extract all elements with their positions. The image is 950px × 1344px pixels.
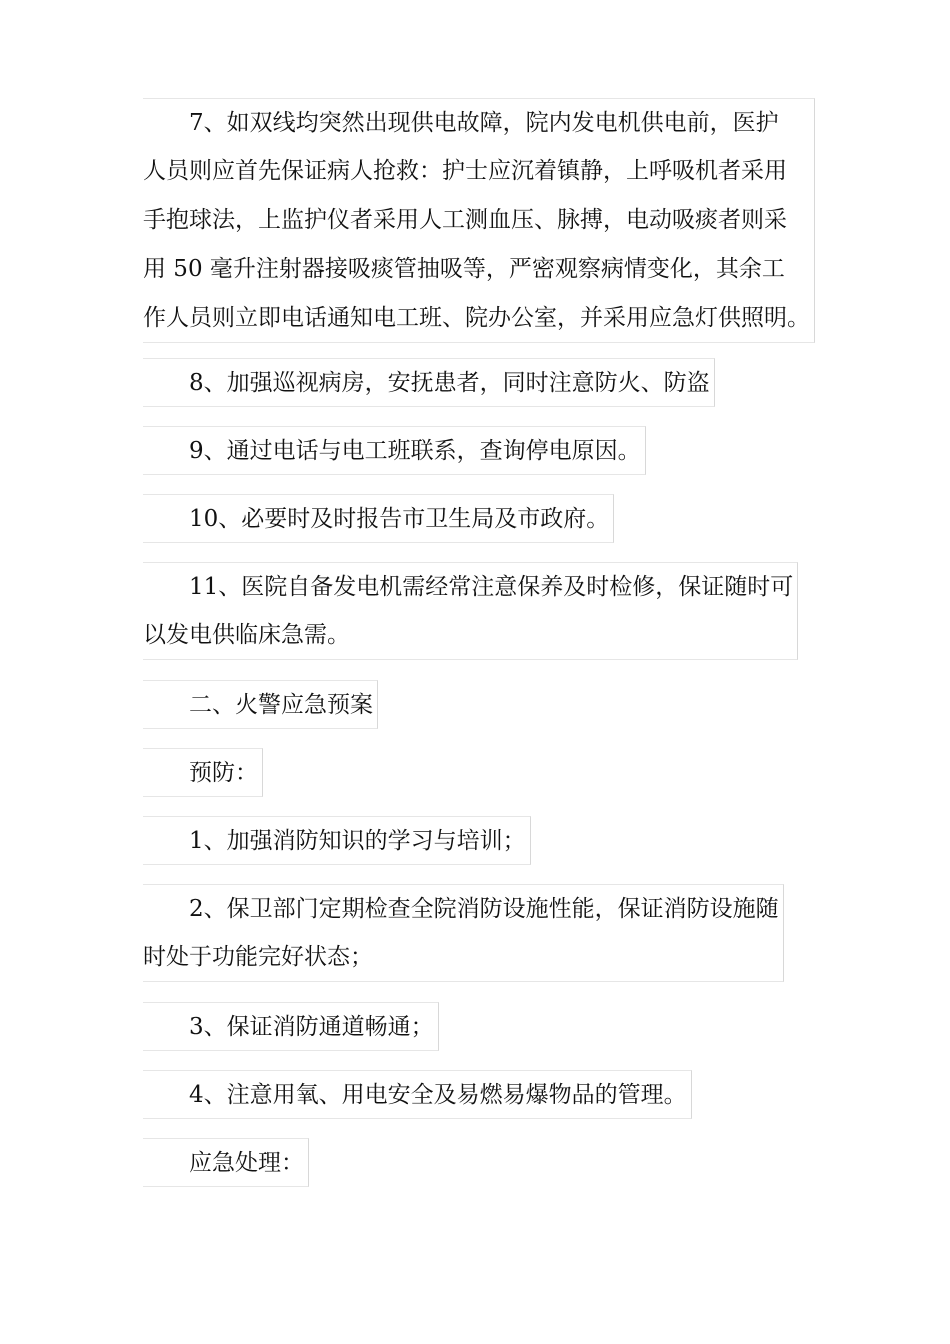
text-line: 人员则应首先保证病人抢救：护士应沉着镇静，上呼吸机者采用 bbox=[143, 147, 815, 196]
text-line: 3、保证消防通道畅通； bbox=[143, 1002, 439, 1051]
text-line: 4、注意用氧、用电安全及易燃易爆物品的管理。 bbox=[143, 1070, 692, 1119]
text-line: 应急处理： bbox=[143, 1138, 309, 1187]
subheading-emergency-handling bbox=[143, 1138, 309, 1187]
text-line: 时处于功能完好状态； bbox=[143, 933, 784, 982]
subheading-prevention bbox=[143, 748, 263, 797]
text-line: 7、如双线均突然出现供电故障，院内发电机供电前，医护 bbox=[143, 98, 815, 147]
paragraph-fire-item-1 bbox=[143, 816, 531, 865]
paragraph-item-9 bbox=[143, 426, 646, 475]
text-line: 手抱球法，上监护仪者采用人工测血压、脉搏，电动吸痰者则采 bbox=[143, 196, 815, 245]
paragraph-item-10 bbox=[143, 494, 614, 543]
paragraph-item-8 bbox=[143, 358, 715, 407]
text-line: 用 50 毫升注射器接吸痰管抽吸等，严密观察病情变化，其余工 bbox=[143, 245, 815, 294]
text-line: 作人员则立即电话通知电工班、院办公室，并采用应急灯供照明。 bbox=[143, 294, 815, 343]
text-line: 二、火警应急预案 bbox=[143, 680, 378, 729]
paragraph-power-failure-7 bbox=[143, 98, 815, 343]
text-line: 11、医院自备发电机需经常注意保养及时检修，保证随时可 bbox=[143, 562, 798, 611]
paragraph-fire-item-4 bbox=[143, 1070, 692, 1119]
paragraph-item-11 bbox=[143, 562, 798, 660]
text-line: 8、加强巡视病房，安抚患者，同时注意防火、防盗 bbox=[143, 358, 715, 407]
section-heading-fire-plan bbox=[143, 680, 378, 729]
text-line: 预防： bbox=[143, 748, 263, 797]
text-line: 以发电供临床急需。 bbox=[143, 611, 798, 660]
text-line: 2、保卫部门定期检查全院消防设施性能，保证消防设施随 bbox=[143, 884, 784, 933]
text-line: 1、加强消防知识的学习与培训； bbox=[143, 816, 531, 865]
paragraph-fire-item-2 bbox=[143, 884, 784, 982]
text-line: 10、必要时及时报告市卫生局及市政府。 bbox=[143, 494, 614, 543]
paragraph-fire-item-3 bbox=[143, 1002, 439, 1051]
text-line: 9、通过电话与电工班联系，查询停电原因。 bbox=[143, 426, 646, 475]
